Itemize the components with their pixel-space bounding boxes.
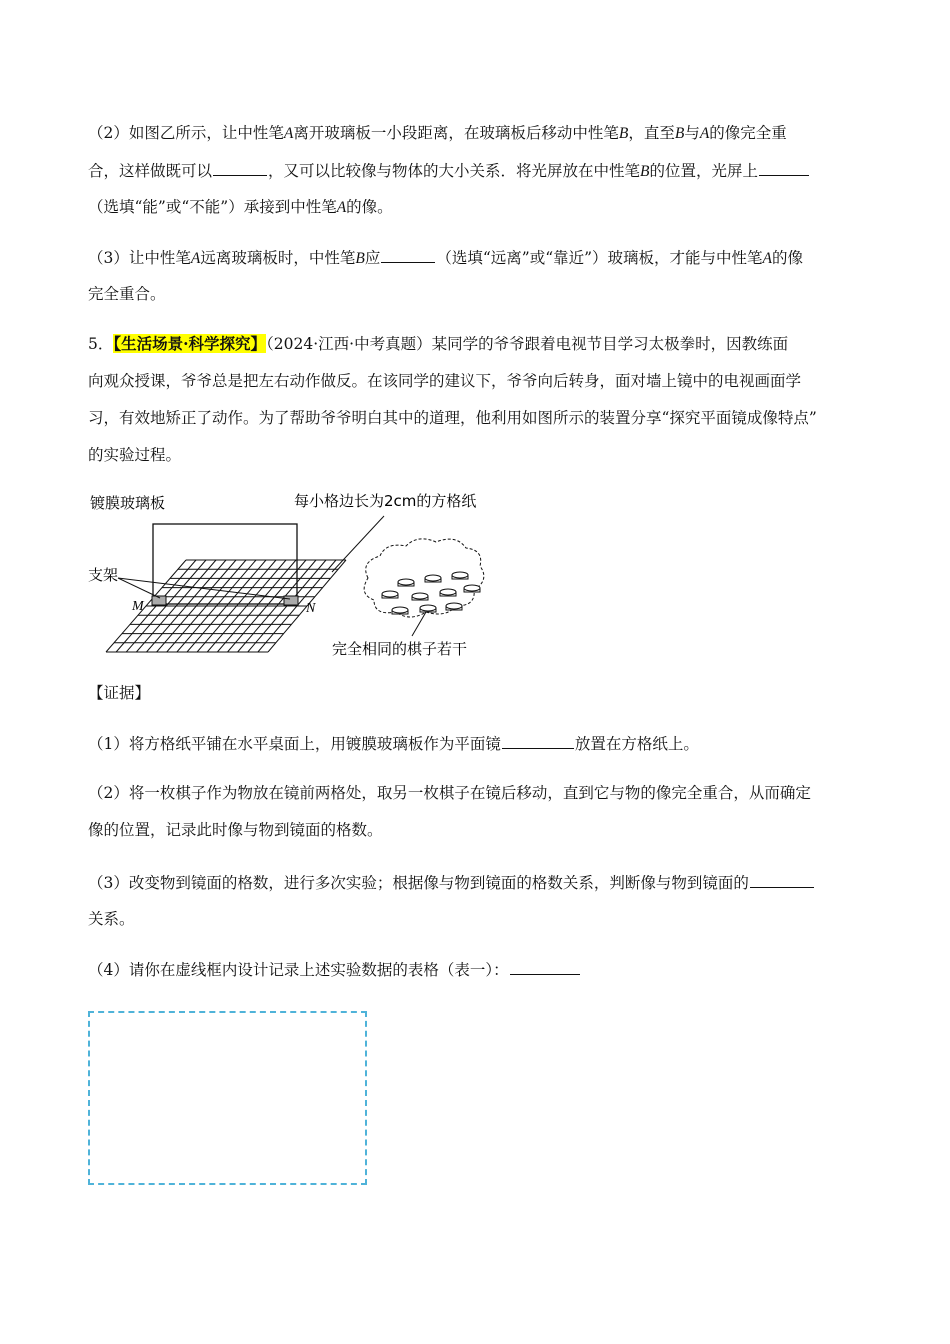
- label-pieces: 完全相同的棋子若干: [332, 640, 468, 658]
- chess-piece: [452, 572, 468, 578]
- evidence-step2-line2: 像的位置，记录此时像与物到镜面的格数。: [88, 821, 383, 839]
- chess-pieces: [382, 572, 480, 614]
- pieces-pointer: [412, 612, 426, 636]
- chess-piece: [412, 593, 428, 599]
- answer-blank[interactable]: [502, 732, 574, 749]
- chess-piece: [398, 579, 414, 585]
- evidence-step3-line2: 关系。: [88, 910, 135, 928]
- label-n: N: [306, 601, 316, 616]
- stand-n: [284, 596, 298, 605]
- chess-piece: [464, 585, 480, 591]
- label-m: M: [132, 599, 144, 614]
- answer-blank[interactable]: [213, 159, 267, 176]
- evidence-heading: 【证据】: [88, 684, 151, 702]
- q4-p2-line3: （选填“能”或“不能”）承接到中性笔A的像。: [88, 198, 393, 216]
- q4-p3-line2: 完全重合。: [88, 285, 166, 303]
- q4-p2-line1: （2）如图乙所示，让中性笔A离开玻璃板一小段距离，在玻璃板后移动中性笔B，直至B与A的像完全重: [88, 124, 787, 142]
- evidence-step4: （4）请你在虚线框内设计记录上述实验数据的表格（表一）：: [88, 958, 581, 981]
- question-tag: 【生活场景·科学探究】: [113, 334, 267, 353]
- evidence-step1: （1）将方格纸平铺在水平桌面上，用镀膜玻璃板作为平面镜 放置在方格纸上。: [88, 732, 699, 755]
- answer-blank[interactable]: [750, 871, 814, 888]
- label-glass: 镀膜玻璃板: [90, 494, 166, 512]
- evidence-step2-line1: （2）将一枚棋子作为物放在镜前两格处，取另一枚棋子在镜后移动，直到它与物的像完全重合，从而确定: [88, 784, 811, 802]
- chess-piece: [382, 591, 398, 597]
- coated-glass-plate: [153, 524, 297, 604]
- answer-blank[interactable]: [510, 958, 580, 975]
- q5-line2: 向观众授课，爷爷总是把左右动作做反。在该同学的建议下，爷爷向后转身，面对墙上镜中的电视画面学: [88, 372, 802, 390]
- stand-pointer-2: [118, 578, 290, 599]
- grid-pointer: [332, 516, 384, 572]
- chess-piece: [420, 605, 436, 611]
- table-design-box[interactable]: [88, 1011, 367, 1185]
- answer-blank[interactable]: [759, 159, 809, 176]
- evidence-step3-line1: （3）改变物到镜面的格数，进行多次实验；根据像与物到镜面的格数关系，判断像与物到镜面的: [88, 871, 815, 894]
- label-paper: 每小格边长为2cm的方格纸: [294, 492, 477, 510]
- chess-piece: [440, 589, 456, 595]
- q5-line1: 5．【生活场景·科学探究】（2024·江西·中考真题）某同学的爷爷跟着电视节目学习太极拳时，因教练面: [88, 334, 789, 353]
- q5-line4: 的实验过程。: [88, 446, 182, 464]
- q4-p2-line2: 合，这样做既可以 ，又可以比较像与物体的大小关系．将光屏放在中性笔B的位置，光屏上: [88, 159, 810, 183]
- question-number: 5．: [88, 335, 114, 353]
- q4-p3-line1: （3）让中性笔A远离玻璃板时，中性笔B应 （选填“远离”或“靠近”）玻璃板，才能与中性笔A的像: [88, 246, 803, 270]
- q5-line3: 习，有效地矫正了动作。为了帮助爷爷明白其中的道理，他利用如图所示的装置分享“探究平面镜成像特点”: [88, 409, 817, 427]
- experiment-figure: [88, 486, 518, 666]
- chess-piece: [446, 603, 462, 609]
- chess-piece: [425, 575, 441, 581]
- label-stand: 支架: [88, 566, 119, 584]
- chess-piece: [392, 607, 408, 613]
- answer-blank[interactable]: [381, 246, 435, 263]
